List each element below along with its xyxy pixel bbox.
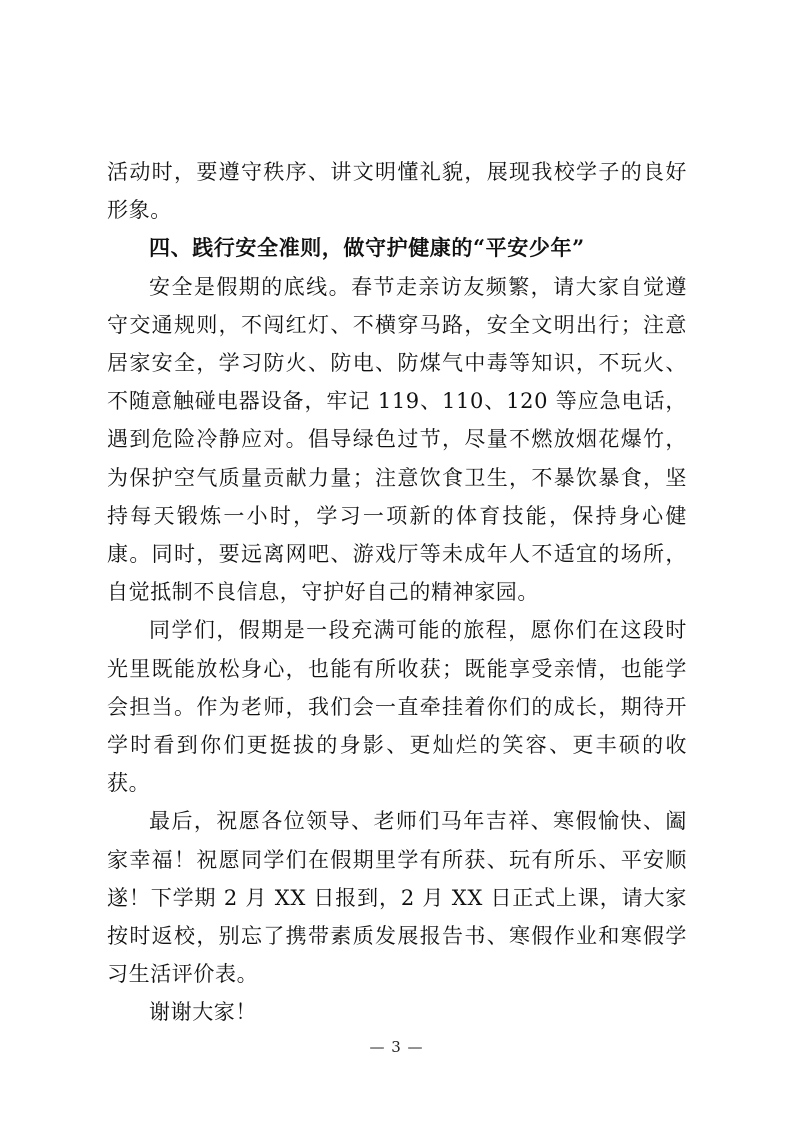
paragraph-safety: 安全是假期的底线。春节走亲访友频繁，请大家自觉遵守交通规则，不闯红灯、不横穿马路，安全文明出行；注意居家安全，学习防火、防电、防煤气中毒等知识，不玩火、不随意触碰电器设备，牢记 119、110、120 等应急电话，遇到危险冷静应对。倡导绿色过节，尽量不燃放烟花爆竹，为保护空气质量贡献力量；注意饮食卫生，不暴饮暴食，坚持每天锻炼一小时，学习一项新的体育技能，保持身心健康。同时，要远离网吧、游戏厅等未成年人不适宜的场所，自觉抵制不良信息，守护好自己的精神家园。 [107,274,687,605]
paragraph-thanks: 谢谢大家！ [149,1000,257,1025]
paragraph-continuation: 活动时，要遵守秩序、讲文明懂礼貌，展现我校学子的良好形象。 [107,160,687,223]
section-heading: 四、践行安全准则，做守护健康的“平安少年” [149,235,585,261]
paragraph-wishes: 最后，祝愿各位领导、老师们马年吉祥、寒假愉快、阖家幸福！祝愿同学们在假期里学有所获、玩有所乐、平安顺遂！下学期 2 月 XX 日报到，2 月 XX 日正式上课，请大家按时返校，别忘了携带素质发展报告书、寒假作业和寒假学习生活评价表。 [107,809,687,987]
paragraph-journey: 同学们，假期是一段充满可能的旅程，愿你们在这段时光里既能放松身心，也能有所收获；既能享受亲情，也能学会担当。作为老师，我们会一直牵挂着你们的成长，期待开学时看到你们更挺拔的身影、更灿烂的笑容、更丰硕的收获。 [107,618,687,796]
document-body [107,153,687,1032]
page-number: — 3 — [369,1038,424,1056]
